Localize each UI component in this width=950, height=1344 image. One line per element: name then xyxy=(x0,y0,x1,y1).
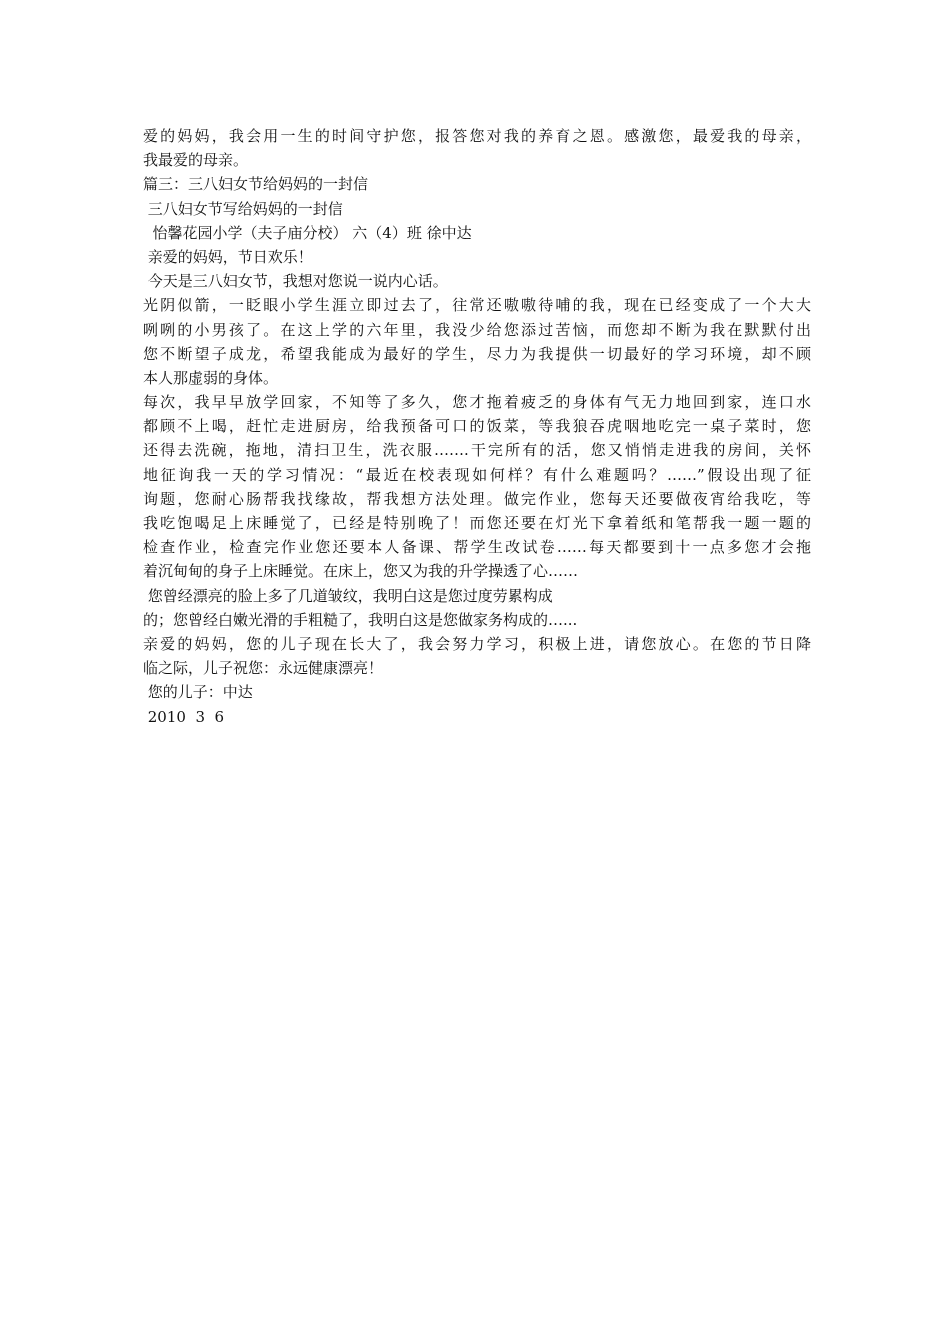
text-line: 本人那虚弱的身体。 xyxy=(143,368,279,387)
text-line: 亲爱的妈妈，您的儿子现在长大了，我会努力学习，积极上进，请您放心。在您的节日降 xyxy=(143,634,811,653)
text-line: 爱的妈妈，我会用一生的时间守护您，报答您对我的养育之恩。感激您，最爱我的母亲， xyxy=(143,127,811,145)
salutation: 亲爱的妈妈，节日欢乐！ xyxy=(143,247,313,266)
text-line: 我最爱的母亲。 xyxy=(143,151,249,170)
text-line: 咧咧的小男孩了。在这上学的六年里，我没少给您添过苦恼，而您却不断为我在默默付出 xyxy=(143,320,811,339)
text-line: 每次，我早早放学回家，不知等了多久，您才拖着疲乏的身体有气无力地回到家，连口水 xyxy=(143,393,811,412)
text-line: 地征询我一天的学习情况：“最近在校表现如何样？有什么难题吗？……”假设出现了征 xyxy=(143,465,811,484)
author-line: 怡馨花园小学（夫子庙分校） 六（4）班 徐中达 xyxy=(143,223,472,242)
text-line: 您曾经漂亮的脸上多了几道皱纹，我明白这是您过度劳累构成 xyxy=(143,586,553,605)
date: 2010 3 6 xyxy=(143,707,225,726)
text-line: 今天是三八妇女节，我想对您说一说内心话。 xyxy=(143,272,448,291)
text-line: 光阴似箭，一眨眼小学生涯立即过去了，往常还嗷嗷待哺的我，现在已经变成了一个大大 xyxy=(143,296,811,315)
section-heading: 篇三：三八妇女节给妈妈的一封信 xyxy=(143,175,369,194)
text-line: 着沉甸甸的身子上床睡觉。在床上，您又为我的升学操透了心…… xyxy=(143,562,579,581)
letter-body xyxy=(143,124,811,729)
text-line: 还得去洗碗，拖地，清扫卫生，洗衣服…….干完所有的活，您又悄悄走进我的房间，关怀 xyxy=(143,441,811,460)
signature: 您的儿子：中达 xyxy=(143,683,253,702)
text-line: 询题，您耐心肠帮我找缘故，帮我想方法处理。做完作业，您每天还要做夜宵给我吃，等 xyxy=(143,489,811,508)
text-line: 我吃饱喝足上床睡觉了，已经是特别晚了！而您还要在灯光下拿着纸和笔帮我一题一题的 xyxy=(143,514,811,532)
letter-title: 三八妇女节写给妈妈的一封信 xyxy=(143,199,343,218)
text-line: 临之际，儿子祝您：永远健康漂亮！ xyxy=(143,659,384,678)
text-line: 的；您曾经白嫩光滑的手粗糙了，我明白这是您做家务构成的…... xyxy=(143,610,578,629)
text-line: 您不断望子成龙，希望我能成为最好的学生，尽力为我提供一切最好的学习环境，却不顾 xyxy=(143,344,811,363)
text-line: 都顾不上喝，赶忙走进厨房，给我预备可口的饭菜，等我狼吞虎咽地吃完一桌子菜时，您 xyxy=(143,417,811,436)
text-line: 检查作业，检查完作业您还要本人备课、帮学生改试卷……每天都要到十一点多您才会拖 xyxy=(143,538,811,557)
